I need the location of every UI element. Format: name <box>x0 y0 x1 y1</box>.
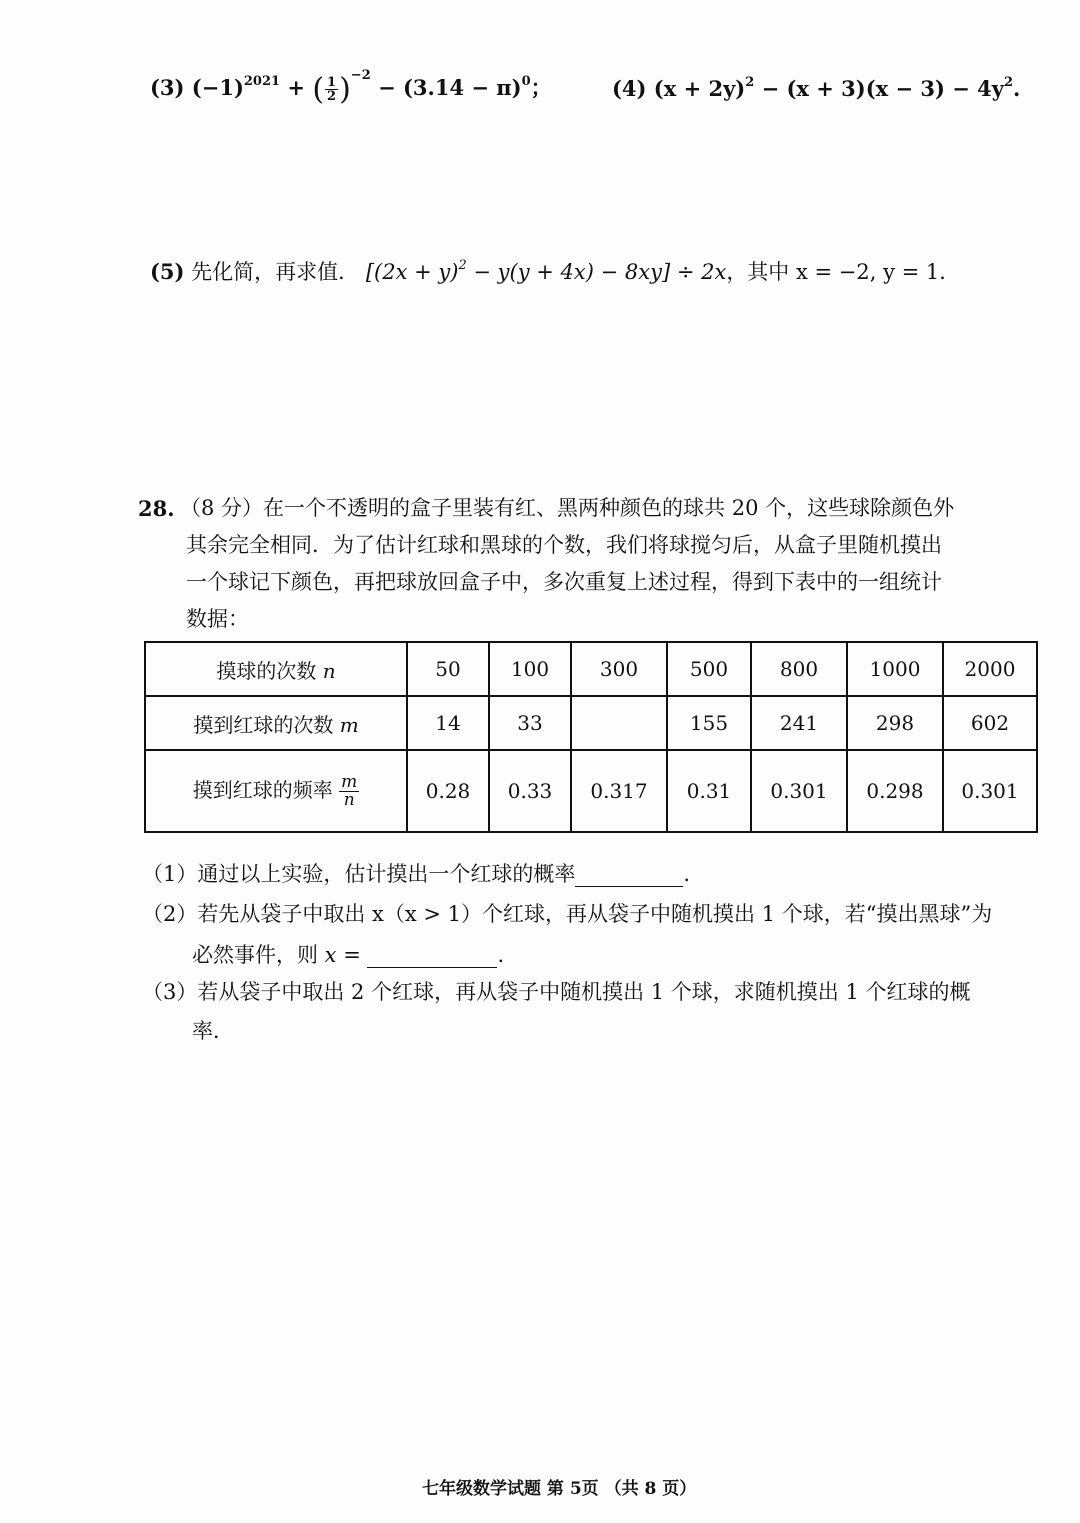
fraction-one-half <box>325 76 338 103</box>
question-28-intro <box>180 490 1050 638</box>
problem-5-condition: ，其中 x = −2, y = 1． <box>726 260 961 284</box>
sub-question-2-text: 必然事件，则 <box>192 943 318 967</box>
sub-question-1-text: （1）通过以上实验，估计摸出一个红球的概率 <box>142 862 576 886</box>
intro-line-4: 数据： <box>186 607 249 631</box>
problem-3-plus: + <box>287 75 305 100</box>
cell-frequency: 0.31 <box>667 750 751 832</box>
table-row-frequency <box>145 750 1037 832</box>
row-header-m-label: 摸到红球的次数 <box>193 712 334 737</box>
sub-question-1-end: . <box>683 862 691 886</box>
sub-question-1 <box>142 858 690 888</box>
sub-question-3-line-1: （3）若从袋子中取出 2 个红球，再从袋子中随机摸出 1 个球，求随机摸出 1 个红球的概 <box>142 980 971 1004</box>
sub-question-2-var: x = <box>318 943 368 967</box>
cell-n: 100 <box>489 642 571 696</box>
fraction-numerator: 1 <box>327 75 337 90</box>
problem-3-rest: − (3.14 − π) <box>378 75 522 100</box>
page-footer: 七年级数学试题 第 5页 （共 8 页） <box>422 1479 697 1499</box>
problem-4-exp2: 2 <box>1003 75 1014 90</box>
intro-line-3: 一个球记下颜色，再把球放回盒子中，多次重复上述过程，得到下表中的一组统计 <box>186 570 942 594</box>
cell-m: 602 <box>943 696 1037 750</box>
problem-5-expr-a: [(2x + y) <box>365 260 459 284</box>
cell-m: 155 <box>667 696 751 750</box>
cell-frequency: 0.301 <box>751 750 847 832</box>
cell-m: 241 <box>751 696 847 750</box>
intro-line-1: （8 分）在一个不透明的盒子里装有红、黑两种颜色的球共 20 个，这些球除颜色外 <box>180 496 955 520</box>
row-header-m-var: m <box>339 712 359 737</box>
problem-3 <box>150 68 552 107</box>
row-header-frequency-label: 摸到红球的频率 <box>192 777 333 802</box>
problem-4 <box>612 76 1020 101</box>
cell-frequency: 0.301 <box>943 750 1037 832</box>
problem-4-part1: (x + 2y) <box>653 76 746 101</box>
cell-m <box>571 696 667 750</box>
row-header-n-label: 摸球的次数 <box>216 658 317 683</box>
experiment-table <box>144 641 1038 833</box>
problem-3-exponent: 2021 <box>243 74 281 89</box>
left-paren: ( <box>312 72 325 107</box>
row-header-m <box>145 696 407 750</box>
right-paren: ) <box>339 72 351 107</box>
cell-n: 800 <box>751 642 847 696</box>
frequency-fraction <box>339 771 359 810</box>
row-header-n <box>145 642 407 696</box>
problem-5-expr-b: − y(y + 4x) − 8xy] ÷ 2x <box>466 260 727 284</box>
cell-frequency: 0.317 <box>571 750 667 832</box>
answer-blank-2[interactable] <box>367 943 497 968</box>
problem-5-label: (5) <box>150 259 185 284</box>
intro-line-2: 其余完全相同．为了估计红球和黑球的个数，我们将球搅匀后，从盒子里随机摸出 <box>186 533 942 557</box>
row-header-frequency <box>145 750 407 832</box>
sub-question-2-line-2 <box>192 939 504 969</box>
problem-3-base: (−1) <box>191 75 244 100</box>
problem-3-label: (3) <box>150 75 185 100</box>
problem-4-exp1: 2 <box>745 75 755 90</box>
cell-m: 33 <box>489 696 571 750</box>
problem-4-end: . <box>1013 76 1021 101</box>
cell-frequency: 0.28 <box>407 750 489 832</box>
cell-frequency: 0.298 <box>847 750 943 832</box>
fraction-exponent: −2 <box>350 68 371 83</box>
cell-n: 500 <box>667 642 751 696</box>
table-row-m <box>145 696 1037 750</box>
answer-blank-1[interactable] <box>575 862 683 887</box>
problem-5-text: 先化简，再求值． <box>191 260 360 284</box>
sub-question-2-end: . <box>497 943 505 967</box>
cell-m: 298 <box>847 696 943 750</box>
problem-5-expression <box>366 260 726 284</box>
cell-n: 2000 <box>943 642 1037 696</box>
frequency-fraction-num: m <box>341 771 358 792</box>
question-28-number: 28. <box>138 496 175 521</box>
frequency-fraction-den: n <box>343 789 355 810</box>
row-header-n-var: n <box>322 658 336 683</box>
sub-question-3-line-2: 率． <box>192 1019 234 1043</box>
problem-4-label: (4) <box>612 76 647 101</box>
problem-3-end: ； <box>530 75 552 100</box>
problem-4-part2: − (x + 3)(x − 3) − 4y <box>754 76 1004 101</box>
cell-frequency: 0.33 <box>489 750 571 832</box>
cell-m: 14 <box>407 696 489 750</box>
problem-3-rest-exponent: 0 <box>521 74 531 89</box>
cell-n: 1000 <box>847 642 943 696</box>
cell-n: 50 <box>407 642 489 696</box>
problem-5-expr-exp: 2 <box>458 258 467 273</box>
table-row-n <box>145 642 1037 696</box>
sub-question-2-line-1: （2）若先从袋子中取出 x（x > 1）个红球，再从袋子中随机摸出 1 个球，若“摸出黑球”为 <box>142 902 993 926</box>
cell-n: 300 <box>571 642 667 696</box>
problem-5 <box>150 256 960 286</box>
fraction-denominator: 2 <box>327 89 337 104</box>
